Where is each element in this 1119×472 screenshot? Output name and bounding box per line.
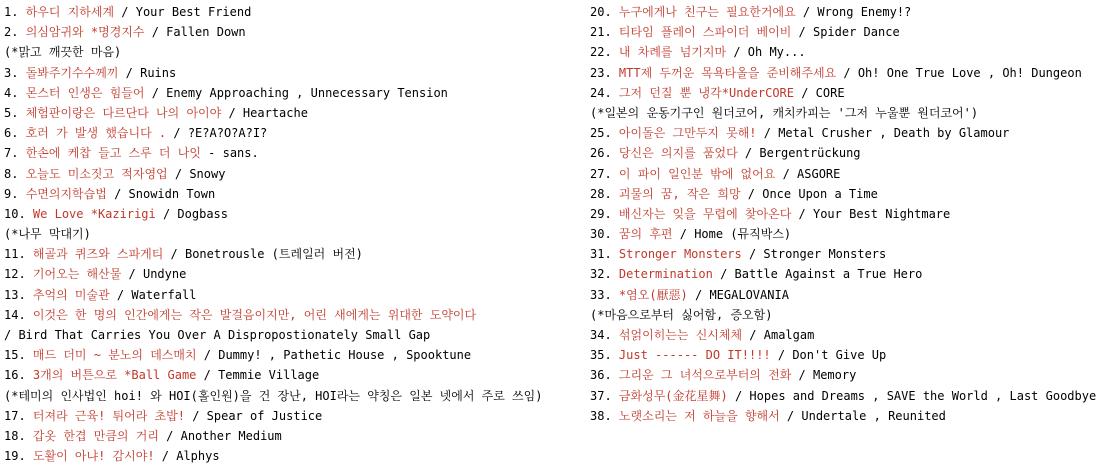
korean-title: 호러 가 발생 했습니다 .: [25, 126, 167, 141]
track-line: [590, 224, 1115, 244]
track-line: [590, 143, 1115, 163]
track-number: 5.: [4, 105, 19, 120]
note-text: (*마음으로부터 싫어함, 증오함): [590, 307, 773, 322]
korean-title: 기어오는 해산물: [32, 267, 122, 282]
track-number: 1.: [4, 5, 19, 19]
track-line: [4, 446, 564, 466]
original-title: / Bonetrousle (트레일러 버전): [163, 247, 363, 262]
note-text: (*일본의 운동기구인 원더코어, 캐치카피는 '그저 누울뿐 원더코어'): [590, 105, 979, 120]
track-number: 21.: [590, 25, 612, 40]
original-title: / ASGORE: [775, 166, 841, 181]
original-title: / Your Best Nightmare: [791, 206, 951, 221]
track-line: [590, 204, 1115, 224]
original-title: / CORE: [794, 85, 845, 100]
original-title: / Wrong Enemy!?: [795, 5, 912, 19]
original-title: / Spear of Justice: [184, 408, 323, 423]
original-title: / Home (뮤직박스): [672, 227, 792, 242]
track-number: 6.: [4, 126, 19, 141]
korean-title: *염오(厭惡): [618, 287, 688, 302]
korean-title: 수면의지학습법: [25, 186, 107, 201]
korean-title: 돌봐주기수수께끼: [25, 65, 119, 80]
track-number: 4.: [4, 85, 19, 100]
track-number: 30.: [590, 227, 612, 242]
original-title: / Snowidn Town: [106, 186, 216, 201]
track-line: [4, 345, 564, 365]
note-line: [4, 386, 564, 406]
track-number: 17.: [4, 408, 26, 423]
track-line: [590, 264, 1115, 284]
korean-title: Stronger Monsters: [618, 247, 742, 262]
korean-title: 금화성무(金花星舞): [618, 388, 728, 403]
korean-title: 터져라 근육! 튀어라 초밥!: [32, 408, 185, 423]
track-line: [4, 244, 564, 264]
original-title: / Dogbass: [155, 206, 228, 221]
track-line: [4, 103, 564, 123]
track-line: [4, 143, 564, 163]
track-number: 10.: [4, 206, 26, 221]
track-line: [590, 244, 1115, 264]
note-line: [590, 103, 1115, 123]
original-title: / Fallen Down: [144, 25, 246, 40]
note-text: (*맑고 깨끗한 마음): [4, 45, 122, 60]
track-number: 12.: [4, 267, 26, 282]
track-line: [4, 406, 564, 426]
korean-title: 아이돌은 그만두지 못해!: [618, 126, 757, 141]
track-line: [590, 184, 1115, 204]
korean-title: 그저 던질 뿐 냉각*UnderCORE: [618, 85, 794, 100]
track-line: [590, 345, 1115, 365]
track-number: 25.: [590, 126, 612, 141]
track-number: 22.: [590, 45, 612, 60]
original-title: / Oh My...: [726, 45, 806, 60]
original-title: / Undertale , Reunited: [779, 408, 946, 423]
original-title: / Memory: [791, 368, 857, 383]
original-title: / MEGALOVANIA: [687, 287, 789, 302]
korean-title: 이것은 한 명의 인간에게는 작은 발걸음이지만, 어린 새에게는 위대한 도약이다: [32, 307, 477, 322]
track-line: [4, 365, 564, 385]
track-number: 3.: [4, 65, 19, 80]
korean-title: 하우디 지하세계: [25, 5, 115, 19]
original-title: / Temmie Village: [196, 368, 320, 383]
track-number: 35.: [590, 348, 612, 363]
track-number: 36.: [590, 368, 612, 383]
korean-title: 노랫소리는 저 하늘을 향해서: [618, 408, 780, 423]
original-title: / Undyne: [121, 267, 187, 282]
track-number: 38.: [590, 408, 612, 423]
note-line: [4, 42, 564, 62]
original-title: / Snowy: [167, 166, 226, 181]
original-title: / Hopes and Dreams , SAVE the World , Last Goodbye: [727, 388, 1097, 403]
original-title: / Alphys: [154, 449, 220, 464]
korean-title: 추억의 미술관: [32, 287, 110, 302]
korean-title: 괴물의 꿈, 작은 희망: [618, 186, 741, 201]
original-title: / ?E?A?O?A?I?: [166, 126, 268, 141]
korean-title: 꿈의 후편: [618, 227, 673, 242]
track-line: [4, 204, 564, 224]
original-title: / Waterfall: [109, 287, 197, 302]
track-number: 16.: [4, 368, 26, 383]
track-line: [590, 83, 1115, 103]
korean-title: 갑옷 한겹 만큼의 거리: [32, 428, 159, 443]
note-line: [590, 305, 1115, 325]
track-number: 18.: [4, 428, 26, 443]
korean-title: 몬스터 인생은 힘들어: [25, 85, 145, 100]
track-number: 32.: [590, 267, 612, 282]
korean-title: 체험판이랑은 다르단다 나의 아이야: [25, 105, 222, 120]
original-title: / Enemy Approaching , Unnecessary Tension: [144, 85, 448, 100]
track-number: 7.: [4, 146, 19, 161]
track-line: [4, 164, 564, 184]
original-title: / Bergentrückung: [737, 146, 861, 161]
track-number: 14.: [4, 307, 26, 322]
track-line: [4, 184, 564, 204]
korean-title: 해골과 퀴즈와 스파게티: [32, 247, 164, 262]
korean-title: We Love *Kazirigi: [32, 206, 156, 221]
track-number: 27.: [590, 166, 612, 181]
original-title: / Once Upon a Time: [740, 186, 878, 201]
track-line: [4, 2, 564, 22]
track-number: 11.: [4, 247, 26, 262]
right-column: [590, 2, 1115, 426]
track-line: [4, 63, 564, 83]
original-title: / Another Medium: [158, 428, 282, 443]
note-line: [4, 325, 564, 345]
track-line: [4, 264, 564, 284]
korean-title: 섞얽이히는는 신시체체: [618, 328, 743, 342]
korean-title: 오늘도 미소짓고 적자영업: [25, 166, 168, 181]
korean-title: Just ------ DO IT!!!!: [618, 348, 771, 363]
track-number: 9.: [4, 186, 19, 201]
track-number: 33.: [590, 287, 612, 302]
track-number: 24.: [590, 85, 612, 100]
original-title: / Stronger Monsters: [741, 247, 887, 262]
korean-title: 배신자는 잊을 무렵에 찾아온다: [618, 206, 792, 221]
note-text: (*테미의 인사법인 hoi! 와 HOI(홀인원)을 건 장난, HOI라는 약칭은 일본 넷에서 주로 쓰임): [4, 388, 543, 403]
korean-title: 한손에 케찹 들고 스루 더 나잇: [25, 146, 201, 161]
track-line: [4, 123, 564, 143]
original-title: - sans.: [200, 146, 259, 161]
note-text: / Bird That Carries You Over A Dispropostionately Small Gap: [4, 328, 431, 342]
korean-title: 당신은 의지를 품었다: [618, 146, 738, 161]
korean-title: 도활이 아냐! 감시야!: [32, 449, 155, 464]
note-line: [4, 224, 564, 244]
track-line: [590, 325, 1115, 345]
original-title: / Don't Give Up: [770, 348, 887, 363]
track-number: 8.: [4, 166, 19, 181]
korean-title: 의심암귀와 *명경지수: [25, 25, 145, 40]
track-line: [4, 22, 564, 42]
track-number: 37.: [590, 388, 612, 403]
original-title: / Amalgam: [742, 328, 815, 342]
original-title: / Heartache: [221, 105, 308, 120]
track-number: 28.: [590, 186, 612, 201]
korean-title: 내 차례를 넘기지마: [618, 45, 727, 60]
track-number: 23.: [590, 65, 612, 80]
track-line: [4, 426, 564, 446]
original-title: / Dummy! , Pathetic House , Spooktune: [196, 348, 472, 363]
track-number: 15.: [4, 348, 26, 363]
original-title: / Oh! One True Love , Oh! Dungeon: [836, 65, 1082, 80]
original-title: / Metal Crusher , Death by Glamour: [756, 126, 1010, 141]
track-line: [4, 83, 564, 103]
korean-title: Determination: [618, 267, 713, 282]
track-line: [590, 42, 1115, 62]
korean-title: 3개의 버튼으로 *Ball Game: [32, 368, 197, 383]
track-line: [590, 22, 1115, 42]
track-line: [590, 365, 1115, 385]
korean-title: 티타임 플레이 스파이더 베이비: [618, 25, 792, 40]
track-number: 34.: [590, 328, 612, 342]
original-title: / Your Best Friend: [114, 5, 252, 19]
track-line: [590, 386, 1115, 406]
original-title: / Battle Against a True Hero: [712, 267, 923, 282]
track-number: 2.: [4, 25, 19, 40]
korean-title: 이 파이 일인분 밖에 없어요: [618, 166, 776, 181]
track-number: 13.: [4, 287, 26, 302]
left-column: [4, 2, 564, 466]
track-number: 26.: [590, 146, 612, 161]
note-text: (*나무 막대기): [4, 227, 91, 242]
track-line: [590, 164, 1115, 184]
track-number: 20.: [590, 5, 612, 19]
track-line: [4, 305, 564, 325]
track-line: [590, 285, 1115, 305]
track-line: [590, 406, 1115, 426]
track-number: 31.: [590, 247, 612, 262]
track-number: 19.: [4, 449, 26, 464]
korean-title: MTT제 두꺼운 목욕타올을 준비해주세요: [618, 65, 837, 80]
original-title: / Ruins: [118, 65, 177, 80]
track-line: [590, 123, 1115, 143]
track-line: [590, 2, 1115, 22]
track-line: [4, 285, 564, 305]
track-line: [590, 63, 1115, 83]
original-title: / Spider Dance: [791, 25, 900, 40]
korean-title: 누구에게나 친구는 필요한거에요: [618, 5, 796, 19]
track-number: 29.: [590, 206, 612, 221]
korean-title: 그리운 그 녀석으로부터의 전화: [618, 368, 792, 383]
korean-title: 매드 더미 ~ 분노의 데스매치: [32, 348, 197, 363]
